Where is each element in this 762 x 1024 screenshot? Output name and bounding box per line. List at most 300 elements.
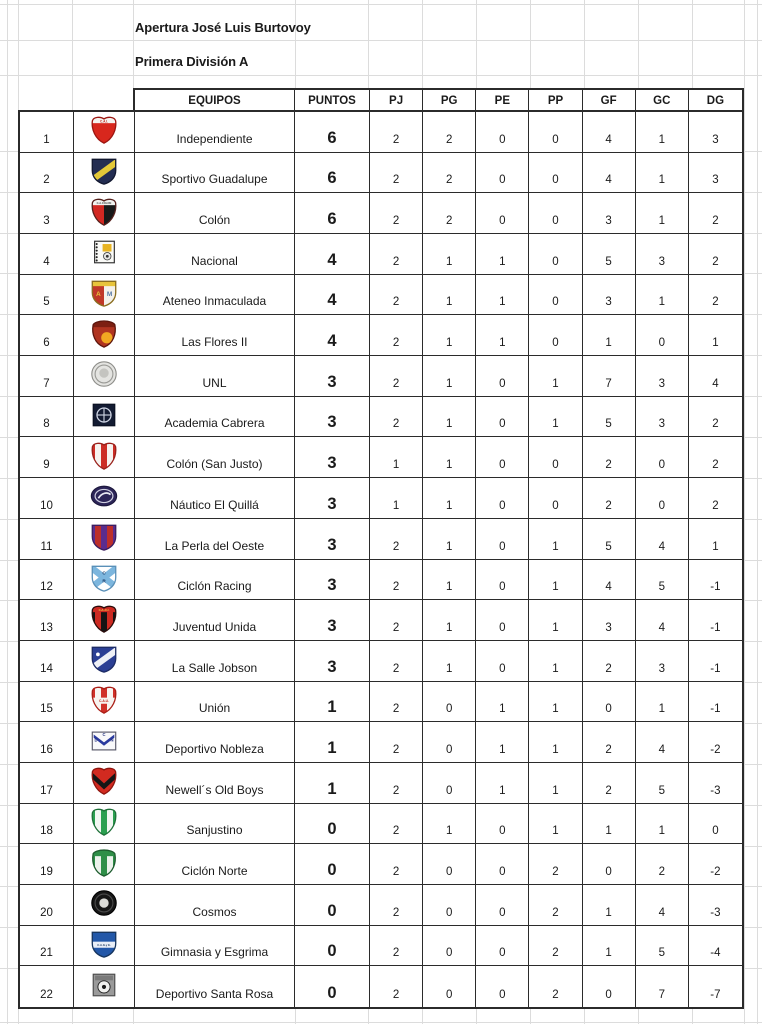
gridline (0, 846, 18, 847)
stat-cell-pp[interactable]: 0 (529, 193, 582, 234)
rank-cell[interactable]: 16 (20, 722, 74, 763)
stat-cell-dg[interactable]: 3 (689, 153, 742, 194)
gridline (0, 968, 18, 969)
rank-cell[interactable]: 13 (20, 600, 74, 641)
stat-cell-gc[interactable]: 5 (636, 926, 689, 967)
stat-cell-pp[interactable]: 0 (529, 112, 582, 153)
stat-cell-gf[interactable]: 2 (583, 763, 636, 804)
stat-cell-pp[interactable]: 1 (529, 600, 582, 641)
stat-cell-pe[interactable]: 0 (476, 804, 529, 845)
stat-cell-gc[interactable]: 0 (636, 315, 689, 356)
stat-cell-pg[interactable]: 1 (423, 600, 476, 641)
stat-cell-dg[interactable]: -1 (689, 682, 742, 723)
team-name-cell[interactable]: Unión (135, 682, 295, 723)
rank-cell[interactable]: 5 (20, 275, 74, 316)
svg-text:N: N (110, 737, 114, 743)
team-crest-icon (89, 156, 119, 189)
rank-cell[interactable]: 8 (20, 397, 74, 438)
gridline (0, 314, 18, 315)
stat-cell-pe[interactable]: 0 (476, 397, 529, 438)
team-name-cell[interactable]: Academia Cabrera (135, 397, 295, 438)
team-crest-cell[interactable] (74, 682, 135, 723)
stat-cell-gf[interactable]: 5 (583, 397, 636, 438)
rank-cell[interactable]: 17 (20, 763, 74, 804)
gridline (0, 396, 18, 397)
rank-cell[interactable]: 1 (20, 112, 74, 153)
gridline (744, 314, 762, 315)
stat-cell-dg[interactable]: 2 (689, 478, 742, 519)
points-cell[interactable]: 6 (295, 193, 370, 234)
stat-cell-gf[interactable]: 2 (583, 722, 636, 763)
stat-cell-pj[interactable]: 2 (370, 722, 423, 763)
stat-cell-pe[interactable]: 1 (476, 234, 529, 275)
stat-cell-pj[interactable]: 2 (370, 844, 423, 885)
stat-cell-pp[interactable]: 0 (529, 275, 582, 316)
rank-cell[interactable]: 3 (20, 193, 74, 234)
points-cell[interactable]: 1 (295, 763, 370, 804)
stat-cell-pg[interactable]: 1 (423, 560, 476, 601)
stat-cell-pe[interactable]: 1 (476, 275, 529, 316)
team-name-cell[interactable]: Deportivo Nobleza (135, 722, 295, 763)
points-cell[interactable]: 3 (295, 397, 370, 438)
stat-cell-pj[interactable]: 1 (370, 437, 423, 478)
stat-cell-pg[interactable]: 0 (423, 885, 476, 926)
stat-cell-pj[interactable]: 1 (370, 478, 423, 519)
team-crest-cell[interactable] (74, 356, 135, 397)
stat-cell-gc[interactable]: 7 (636, 966, 689, 1007)
header-pe[interactable]: PE (476, 90, 529, 111)
stat-cell-gc[interactable]: 1 (636, 193, 689, 234)
stat-cell-pe[interactable]: 0 (476, 966, 529, 1007)
stat-cell-dg[interactable]: -7 (710, 989, 721, 1001)
points-cell[interactable]: 3 (295, 560, 370, 601)
rank-cell[interactable]: 12 (20, 560, 74, 601)
stat-cell-pp[interactable]: 1 (529, 722, 582, 763)
stat-cell-pe[interactable]: 0 (476, 641, 529, 682)
team-name-cell[interactable]: Náutico El Quillá (135, 478, 295, 519)
header-gc[interactable]: GC (636, 90, 689, 111)
team-name-cell[interactable]: Independiente (135, 112, 295, 153)
stat-cell-gf[interactable]: 3 (583, 193, 636, 234)
stat-cell-pp[interactable]: 2 (529, 885, 582, 926)
team-crest-cell[interactable] (74, 641, 135, 682)
team-crest-cell[interactable] (74, 437, 135, 478)
team-name-cell[interactable]: Deportivo Santa Rosa (135, 966, 295, 1007)
stat-cell-gc[interactable]: 3 (636, 234, 689, 275)
stat-cell-pg[interactable]: 1 (423, 519, 476, 560)
gridline (0, 75, 762, 76)
rank-cell[interactable]: 7 (20, 356, 74, 397)
stat-cell-pj[interactable]: 2 (370, 153, 423, 194)
gridline (744, 886, 762, 887)
svg-text:A: A (96, 290, 101, 298)
stat-cell-gc[interactable]: 5 (636, 560, 689, 601)
stat-cell-pe[interactable]: 0 (476, 519, 529, 560)
gridline (0, 437, 18, 438)
stat-cell-gf[interactable]: 1 (583, 315, 636, 356)
rank-cell[interactable]: 11 (20, 519, 74, 560)
team-name-cell[interactable]: Colón (San Justo) (135, 437, 295, 478)
stat-cell-pj[interactable]: 2 (370, 519, 423, 560)
rank-cell[interactable]: 4 (20, 234, 74, 275)
stat-cell-gc[interactable]: 3 (636, 397, 689, 438)
stat-cell-pj[interactable]: 2 (370, 315, 423, 356)
points-cell[interactable]: 6 (295, 112, 370, 153)
stat-cell-dg[interactable]: -2 (689, 844, 742, 885)
sheet-subtitle[interactable]: Primera División A (135, 54, 249, 69)
team-crest-cell[interactable] (74, 966, 135, 1007)
points-cell[interactable]: 4 (295, 315, 370, 356)
stat-cell-pp[interactable]: 0 (529, 153, 582, 194)
stat-cell-pg[interactable]: 1 (423, 397, 476, 438)
team-name-cell[interactable]: Las Flores II (135, 315, 295, 356)
team-crest-cell[interactable] (74, 397, 135, 438)
stat-cell-pe[interactable]: 0 (476, 560, 529, 601)
stat-cell-pg[interactable]: 0 (423, 844, 476, 885)
stat-cell-gf[interactable]: 3 (583, 600, 636, 641)
stat-cell-gf[interactable]: 1 (583, 885, 636, 926)
stat-cell-gf[interactable]: 4 (583, 153, 636, 194)
team-name-cell[interactable]: Juventud Unida (135, 600, 295, 641)
stat-cell-pp[interactable]: 2 (529, 966, 582, 1007)
points-cell[interactable]: 3 (295, 437, 370, 478)
stat-cell-pe[interactable]: 0 (476, 926, 529, 967)
stat-cell-pp[interactable]: 1 (529, 763, 582, 804)
stat-cell-pg[interactable]: 1 (423, 478, 476, 519)
stat-cell-dg[interactable]: 2 (689, 193, 742, 234)
stat-cell-gc[interactable]: 1 (636, 153, 689, 194)
points-cell[interactable]: 4 (295, 234, 370, 275)
stat-cell-gf[interactable]: 3 (583, 275, 636, 316)
team-crest-cell[interactable] (74, 519, 135, 560)
team-crest-cell[interactable] (74, 600, 135, 641)
stat-cell-pj[interactable]: 2 (370, 275, 423, 316)
points-cell[interactable]: 0 (295, 885, 370, 926)
stat-cell-pj[interactable]: 2 (370, 885, 423, 926)
gridline (0, 682, 18, 683)
stat-cell-pj[interactable]: 2 (370, 763, 423, 804)
gridline (744, 151, 762, 152)
stat-cell-gf[interactable]: 2 (583, 641, 636, 682)
svg-text:M: M (106, 290, 113, 298)
team-crest-icon (89, 319, 119, 352)
stat-cell-pp[interactable]: 0 (529, 315, 582, 356)
stat-cell-gf[interactable]: 1 (583, 804, 636, 845)
team-crest-cell[interactable] (74, 885, 135, 926)
rank-cell[interactable]: 19 (20, 844, 74, 885)
stat-cell-gc[interactable]: 0 (636, 437, 689, 478)
rank-cell[interactable]: 2 (20, 153, 74, 194)
stat-cell-gc[interactable]: 4 (636, 600, 689, 641)
rank-cell[interactable]: 6 (20, 315, 74, 356)
stat-cell-gc[interactable]: 5 (636, 763, 689, 804)
table-header-row (133, 88, 744, 111)
svg-text:C.A.J.U.: C.A.J.U. (98, 607, 110, 612)
stat-cell-gf[interactable]: 2 (583, 437, 636, 478)
stat-cell-pe[interactable]: 0 (476, 600, 529, 641)
stat-cell-pe[interactable]: 0 (476, 885, 529, 926)
team-crest-icon (89, 807, 119, 840)
rank-cell[interactable]: 22 (20, 966, 74, 1007)
stat-cell-pe[interactable]: 0 (476, 356, 529, 397)
team-crest-cell[interactable] (74, 112, 135, 153)
stat-cell-pg[interactable]: 0 (423, 722, 476, 763)
team-crest-icon (89, 766, 119, 799)
stat-cell-dg[interactable]: 2 (689, 397, 742, 438)
stat-cell-gf[interactable]: 0 (583, 682, 636, 723)
team-name-cell[interactable]: Gimnasia y Esgrima (135, 926, 295, 967)
stat-cell-gf[interactable]: 2 (583, 478, 636, 519)
stat-cell-gf[interactable]: 4 (583, 112, 636, 153)
team-name-cell[interactable]: Cosmos (135, 885, 295, 926)
stat-cell-gc[interactable]: 1 (636, 804, 689, 845)
stat-cell-dg[interactable]: 3 (689, 112, 742, 153)
stat-cell-pj[interactable]: 2 (370, 641, 423, 682)
team-crest-cell[interactable] (74, 926, 135, 967)
stat-cell-gf[interactable]: 0 (583, 966, 636, 1007)
stat-cell-pj[interactable]: 2 (370, 356, 423, 397)
points-cell[interactable]: 0 (295, 966, 370, 1007)
stat-cell-pg[interactable]: 0 (423, 966, 476, 1007)
stat-cell-pe[interactable]: 0 (476, 437, 529, 478)
sheet-title[interactable]: Apertura José Luis Burtovoy (135, 20, 311, 35)
rank-cell[interactable]: 18 (20, 804, 74, 845)
gridline (744, 927, 762, 928)
points-cell[interactable]: 0 (295, 926, 370, 967)
header-puntos[interactable]: PUNTOS (295, 90, 370, 111)
stat-cell-pg[interactable]: 1 (423, 356, 476, 397)
stat-cell-pp[interactable]: 1 (529, 560, 582, 601)
stat-cell-gf[interactable]: 5 (583, 234, 636, 275)
team-crest-icon (89, 359, 119, 392)
stat-cell-pj[interactable]: 2 (370, 926, 423, 967)
stat-cell-pg[interactable]: 0 (423, 763, 476, 804)
team-crest-cell[interactable] (74, 153, 135, 194)
stat-cell-pe[interactable]: 0 (476, 478, 529, 519)
stat-cell-pj[interactable]: 2 (370, 682, 423, 723)
points-cell[interactable]: 0 (295, 804, 370, 845)
header-equipos[interactable]: EQUIPOS (135, 90, 295, 111)
rank-cell[interactable]: 21 (20, 926, 74, 967)
stat-cell-pg[interactable]: 1 (423, 315, 476, 356)
points-cell[interactable]: 1 (295, 722, 370, 763)
team-crest-cell[interactable] (74, 275, 135, 316)
rank-cell[interactable]: 15 (20, 682, 74, 723)
team-crest-cell[interactable] (74, 560, 135, 601)
rank-cell[interactable]: 10 (20, 478, 74, 519)
team-crest-cell[interactable] (74, 722, 135, 763)
rank-cell[interactable]: 20 (20, 885, 74, 926)
stat-cell-pe[interactable]: 0 (476, 844, 529, 885)
gridline (0, 723, 18, 724)
stat-cell-pg[interactable]: 1 (423, 234, 476, 275)
svg-text:D: D (94, 737, 98, 743)
team-crest-icon (89, 929, 119, 962)
points-cell[interactable]: 1 (295, 682, 370, 723)
points-cell[interactable]: 6 (295, 153, 370, 194)
stat-cell-pe[interactable]: 1 (476, 763, 529, 804)
team-crest-icon (89, 522, 119, 555)
team-name-cell[interactable]: La Perla del Oeste (135, 519, 295, 560)
gridline (744, 0, 745, 1024)
stat-cell-pj[interactable]: 2 (370, 397, 423, 438)
team-name-cell[interactable]: Colón (135, 193, 295, 234)
stat-cell-dg[interactable]: -1 (689, 560, 742, 601)
points-cell[interactable]: 3 (295, 478, 370, 519)
team-name-cell[interactable]: UNL (135, 356, 295, 397)
team-crest-icon (89, 970, 119, 1003)
stat-cell-pg[interactable]: 1 (423, 437, 476, 478)
stat-cell-dg[interactable]: -1 (689, 641, 742, 682)
stat-cell-gf[interactable]: 5 (583, 519, 636, 560)
stat-cell-pp[interactable]: 1 (529, 356, 582, 397)
points-cell[interactable]: 4 (295, 275, 370, 316)
points-cell[interactable]: 0 (295, 844, 370, 885)
stat-cell-pg[interactable]: 1 (423, 275, 476, 316)
stat-cell-dg[interactable]: 0 (689, 804, 742, 845)
stat-cell-pp[interactable]: 1 (529, 519, 582, 560)
stat-cell-gc[interactable]: 0 (636, 478, 689, 519)
gridline (0, 1022, 762, 1023)
stat-cell-gc[interactable]: 4 (636, 722, 689, 763)
team-name-cell[interactable]: La Salle Jobson (135, 641, 295, 682)
team-name-cell[interactable]: Ciclón Norte (135, 844, 295, 885)
stat-cell-pp[interactable]: 1 (529, 682, 582, 723)
stat-cell-gf[interactable]: 4 (583, 560, 636, 601)
stat-cell-pp[interactable]: 2 (529, 926, 582, 967)
team-crest-cell[interactable] (74, 315, 135, 356)
stat-cell-pe[interactable]: 1 (476, 315, 529, 356)
stat-cell-dg[interactable]: -3 (689, 763, 742, 804)
stat-cell-pg[interactable]: 1 (423, 804, 476, 845)
team-crest-cell[interactable] (74, 193, 135, 234)
stat-cell-pp[interactable]: 0 (529, 478, 582, 519)
team-crest-icon (89, 237, 119, 270)
stat-cell-pj[interactable]: 2 (370, 193, 423, 234)
stat-cell-dg[interactable]: 4 (689, 356, 742, 397)
team-crest-cell[interactable] (74, 234, 135, 275)
team-crest-icon (89, 278, 119, 311)
team-crest-cell[interactable] (74, 478, 135, 519)
stat-cell-gc[interactable]: 3 (636, 356, 689, 397)
stat-cell-pg[interactable]: 1 (423, 641, 476, 682)
team-name-cell[interactable]: Ateneo Inmaculada (135, 275, 295, 316)
stat-cell-gc[interactable]: 2 (636, 844, 689, 885)
team-name-cell[interactable]: Nacional (135, 234, 295, 275)
team-crest-cell[interactable] (74, 804, 135, 845)
stat-cell-pe[interactable]: 0 (476, 112, 529, 153)
stat-cell-pe[interactable]: 0 (476, 153, 529, 194)
stat-cell-gc[interactable]: 4 (636, 519, 689, 560)
points-cell[interactable]: 3 (295, 519, 370, 560)
stat-cell-pg[interactable]: 2 (423, 193, 476, 234)
stat-cell-pj[interactable]: 2 (370, 804, 423, 845)
points-cell[interactable]: 3 (295, 641, 370, 682)
stat-cell-pp[interactable]: 0 (529, 437, 582, 478)
points-cell[interactable]: 3 (295, 356, 370, 397)
team-crest-cell[interactable] (74, 844, 135, 885)
gridline (744, 560, 762, 561)
stat-cell-pp[interactable]: 0 (529, 234, 582, 275)
stat-cell-pp[interactable]: 1 (529, 641, 582, 682)
stat-cell-pe[interactable]: 1 (476, 682, 529, 723)
gridline (0, 355, 18, 356)
gridline (0, 927, 18, 928)
stat-cell-gc[interactable]: 1 (636, 275, 689, 316)
stat-cell-pj[interactable]: 2 (370, 234, 423, 275)
gridline (744, 723, 762, 724)
header-pp[interactable]: PP (529, 90, 582, 111)
gridline (7, 0, 8, 1024)
stat-cell-pg[interactable]: 2 (423, 153, 476, 194)
stat-cell-dg[interactable]: -4 (689, 926, 742, 967)
gridline (744, 437, 762, 438)
stat-cell-dg[interactable]: 2 (689, 275, 742, 316)
stat-cell-gc[interactable]: 1 (636, 112, 689, 153)
stat-cell-dg[interactable]: -2 (689, 722, 742, 763)
gridline (0, 233, 18, 234)
stat-cell-pg[interactable]: 2 (423, 112, 476, 153)
stat-cell-pj[interactable]: 2 (370, 560, 423, 601)
stat-cell-gf[interactable]: 1 (583, 926, 636, 967)
gridline (744, 968, 762, 969)
header-pj[interactable]: PJ (370, 90, 423, 111)
points-cell[interactable]: 3 (295, 600, 370, 641)
stat-cell-gf[interactable]: 0 (583, 844, 636, 885)
stat-cell-gc[interactable]: 1 (636, 682, 689, 723)
svg-text:R: R (102, 578, 106, 584)
stat-cell-pg[interactable]: 0 (423, 926, 476, 967)
team-name-cell[interactable]: Sportivo Guadalupe (135, 153, 295, 194)
stat-cell-pp[interactable]: 2 (529, 844, 582, 885)
stat-cell-dg[interactable]: 1 (689, 519, 742, 560)
stat-cell-dg[interactable]: 2 (689, 437, 742, 478)
header-gf[interactable]: GF (583, 90, 636, 111)
stat-cell-dg[interactable]: 1 (689, 315, 742, 356)
stat-cell-gc[interactable]: 3 (636, 641, 689, 682)
stat-cell-gf[interactable]: 7 (583, 356, 636, 397)
rank-cell[interactable]: 14 (20, 641, 74, 682)
team-name-cell[interactable]: Ciclón Racing (135, 560, 295, 601)
stat-cell-dg[interactable]: -1 (689, 600, 742, 641)
stat-cell-pj[interactable]: 2 (370, 966, 423, 1007)
stat-cell-pe[interactable]: 0 (476, 193, 529, 234)
stat-cell-pj[interactable]: 2 (370, 112, 423, 153)
gridline (744, 478, 762, 479)
header-pg[interactable]: PG (423, 90, 476, 111)
team-name-cell[interactable]: Newell´s Old Boys (135, 763, 295, 804)
gridline (0, 805, 18, 806)
team-crest-icon (89, 644, 119, 677)
stat-cell-pp[interactable]: 1 (529, 397, 582, 438)
header-dg[interactable]: DG (706, 94, 725, 107)
stat-cell-gc[interactable]: 4 (636, 885, 689, 926)
svg-text:C.A.I.: C.A.I. (99, 119, 109, 124)
gridline (0, 40, 762, 41)
stat-cell-dg[interactable]: -3 (689, 885, 742, 926)
rank-cell[interactable]: 9 (20, 437, 74, 478)
stat-cell-pe[interactable]: 1 (476, 722, 529, 763)
team-crest-icon (89, 888, 119, 921)
stat-cell-pj[interactable]: 2 (370, 600, 423, 641)
stat-cell-dg[interactable]: 2 (689, 234, 742, 275)
team-crest-cell[interactable] (74, 763, 135, 804)
gridline (0, 886, 18, 887)
stat-cell-pp[interactable]: 1 (529, 804, 582, 845)
stat-cell-pg[interactable]: 0 (423, 682, 476, 723)
team-name-cell[interactable]: Sanjustino (135, 804, 295, 845)
gridline (0, 151, 18, 152)
